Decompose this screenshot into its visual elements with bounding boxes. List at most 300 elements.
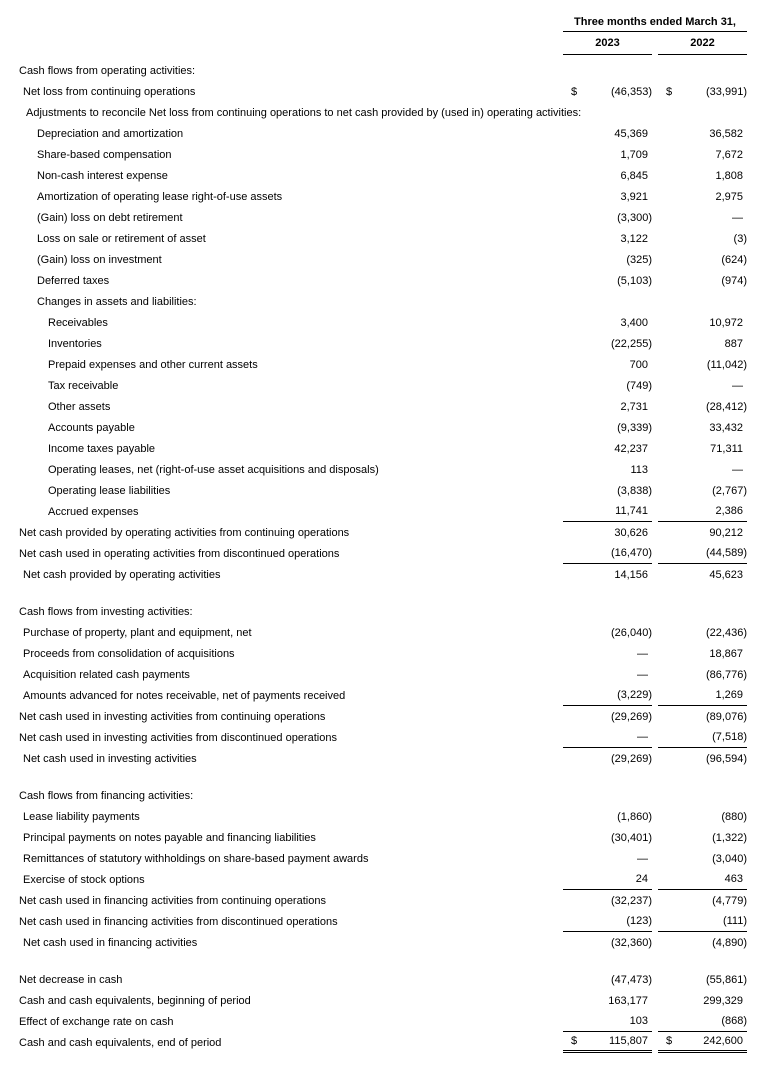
value-cell-2022 [658,417,747,438]
table-row [0,848,770,869]
table-row [0,396,770,417]
value-2023: (9,339) [617,421,652,434]
table-row [0,664,770,685]
value-cell-2023 [563,827,652,848]
right-margin [747,706,770,727]
right-margin [747,1032,770,1053]
right-margin [747,375,770,396]
value-cell-2022 [658,144,747,165]
value-2023: 3,400 [620,316,648,329]
value-cell-2023 [563,785,652,806]
value-2023: — [637,668,648,681]
table-row [0,207,770,228]
row-label: Net cash used in financing activities from continuing operations [19,894,326,907]
value-2022: (624) [721,253,747,266]
row-label: Remittances of statutory withholdings on share-based payment awards [23,852,369,865]
right-margin [747,207,770,228]
row-label: Proceeds from consolidation of acquisitions [23,647,235,660]
value-2023: (3,838) [617,484,652,497]
section-header-row [0,291,770,312]
value-cell-2023 [563,333,652,354]
table-row [0,1011,770,1032]
row-label: Prepaid expenses and other current assets [48,358,258,371]
value-cell-2023 [563,1011,652,1032]
value-2022: — [732,463,743,476]
value-cell-2022 [658,748,747,769]
value-cell-2023 [563,312,652,333]
value-2023: 2,731 [620,400,648,413]
value-2022: (22,436) [706,626,747,639]
table-row [0,890,770,911]
value-cell-2023 [563,990,652,1011]
currency-symbol-2022: $ [666,1035,673,1047]
value-cell-2022 [658,228,747,249]
value-cell-2022 [658,911,747,932]
section-header-row [0,785,770,806]
table-row [0,990,770,1011]
value-2023: 103 [629,1015,648,1027]
table-row [0,911,770,932]
value-2023: 45,369 [614,127,648,140]
value-cell-2022 [658,564,747,585]
currency-symbol-2023: $ [571,1035,578,1047]
statement-rows [0,60,770,1053]
value-cell-2023 [563,438,652,459]
value-cell-2023 [563,144,652,165]
value-cell-2023 [563,81,652,102]
value-2023: 30,626 [614,526,648,539]
value-2023: 3,122 [620,232,648,245]
row-label: Operating lease liabilities [48,484,171,497]
row-label: Cash and cash equivalents, beginning of period [19,994,251,1007]
value-2023: (3,229) [617,689,652,701]
row-label: Accrued expenses [48,505,139,518]
section-spacer [0,953,770,969]
value-cell-2022 [658,706,747,727]
value-2023: (26,040) [611,626,652,639]
right-margin [747,806,770,827]
right-margin [747,785,770,806]
value-cell-2022 [658,969,747,990]
value-2022: — [732,379,743,392]
value-cell-2022 [658,622,747,643]
table-row [0,333,770,354]
value-cell-2023 [563,522,652,543]
right-margin [747,438,770,459]
value-cell-2023 [563,664,652,685]
right-margin [747,848,770,869]
value-cell-2022 [658,438,747,459]
value-cell-2023 [563,291,652,312]
value-2023: (5,103) [617,274,652,287]
value-cell-2023 [563,969,652,990]
table-row [0,249,770,270]
right-margin [747,186,770,207]
table-row [0,144,770,165]
value-2022: 2,386 [715,505,743,517]
value-cell-2022 [658,312,747,333]
value-2022: 887 [724,337,743,350]
row-label: Cash flows from investing activities: [19,605,193,618]
value-cell-2023 [563,375,652,396]
row-label: Net cash used in operating activities from discontinued operations [19,547,340,560]
section-spacer [0,585,770,601]
row-label: (Gain) loss on investment [37,253,162,266]
table-row [0,375,770,396]
table-row [0,643,770,664]
table-row [0,827,770,848]
right-margin [747,969,770,990]
value-2022: (4,779) [712,894,747,907]
value-2022: 18,867 [709,647,743,660]
section-header-row [0,60,770,81]
value-cell-2023 [563,848,652,869]
row-label: Exercise of stock options [23,873,145,886]
value-2022: (11,042) [706,358,747,371]
value-2023: 113 [630,463,648,476]
table-row [0,869,770,890]
value-2023: (22,255) [611,337,652,350]
value-cell-2022 [668,102,749,123]
section-header-row [0,601,770,622]
table-row [0,727,770,748]
value-cell-2023 [563,643,652,664]
value-cell-2023 [563,890,652,911]
row-label: Cash and cash equivalents, end of period [19,1036,222,1049]
row-label: Tax receivable [48,379,119,392]
value-2023: 3,921 [620,190,648,203]
value-cell-2022 [658,480,747,501]
row-label: Net cash provided by operating activities from continuing operations [19,526,350,539]
value-cell-2023 [563,396,652,417]
value-2023: — [637,647,648,660]
table-row [0,354,770,375]
row-label: Receivables [48,316,108,329]
right-margin [747,291,770,312]
value-cell-2023 [563,165,652,186]
value-2022: 463 [724,873,743,885]
row-label: Changes in assets and liabilities: [37,295,197,308]
value-2023: 700 [629,358,648,371]
row-label: Loss on sale or retirement of asset [37,232,206,245]
value-2023: (29,269) [611,752,652,765]
value-cell-2023 [563,806,652,827]
value-2023: (123) [626,915,652,927]
value-2022: (96,594) [706,752,747,765]
table-row [0,622,770,643]
value-cell-2023 [563,911,652,932]
value-2022: 45,623 [709,568,743,581]
value-2023: 163,177 [608,994,648,1007]
value-cell-2022 [658,727,747,748]
value-cell-2022 [658,785,747,806]
row-label: Lease liability payments [23,810,140,823]
value-2023: (16,470) [611,547,652,559]
value-cell-2022 [658,543,747,564]
right-margin [747,501,770,522]
right-margin [747,643,770,664]
value-cell-2022 [658,81,747,102]
value-2022: 1,808 [715,169,743,182]
right-margin [749,102,770,123]
value-cell-2023 [563,228,652,249]
value-cell-2022 [658,60,747,81]
year-header-2023: 2023 [563,32,652,55]
value-2023: 1,709 [620,148,648,161]
value-cell-2023 [563,543,652,564]
row-label: Non-cash interest expense [37,169,168,182]
value-2022: (2,767) [712,484,747,497]
right-margin [747,543,770,564]
table-row [0,228,770,249]
row-label: Net cash provided by operating activities [23,568,221,581]
value-2023: (3,300) [617,211,652,224]
value-2022: 71,311 [710,442,743,455]
value-cell-2023 [563,727,652,748]
table-row [0,543,770,564]
table-row [0,165,770,186]
table-row [0,969,770,990]
table-row [0,1032,770,1053]
row-label: Net decrease in cash [19,973,123,986]
value-cell-2023 [563,354,652,375]
value-2023: (32,360) [611,936,652,949]
value-cell-2022 [658,990,747,1011]
row-label: Effect of exchange rate on cash [19,1015,174,1028]
table-row [0,186,770,207]
row-label: Purchase of property, plant and equipment, net [23,626,252,639]
value-2023: 11,741 [615,505,648,517]
value-cell-2023 [581,102,662,123]
row-label: Share-based compensation [37,148,172,161]
row-label: Net cash used in financing activities [23,936,198,949]
value-cell-2023 [563,417,652,438]
value-cell-2023 [563,60,652,81]
value-2023: — [637,731,648,743]
table-row [0,564,770,585]
value-cell-2023 [563,869,652,890]
value-2022: 299,329 [703,994,743,1007]
value-cell-2023 [563,186,652,207]
table-row [0,417,770,438]
value-cell-2023 [563,932,652,953]
table-row [0,459,770,480]
value-cell-2023 [563,1032,652,1053]
value-2023: (32,237) [611,894,652,907]
value-2022: (1,322) [712,831,747,844]
value-cell-2022 [658,249,747,270]
value-2022: — [732,211,743,224]
table-row [0,932,770,953]
right-margin [747,144,770,165]
value-2022: 1,269 [715,689,743,701]
right-margin [747,123,770,144]
value-2022: (44,589) [706,547,747,559]
table-row [0,270,770,291]
value-cell-2022 [658,501,747,522]
value-cell-2023 [563,501,652,522]
row-label: Adjustments to reconcile Net loss from continuing operations to net cash provided by (used in) operating activities: [26,106,582,119]
row-label: Net cash used in investing activities from continuing operations [19,710,326,723]
right-margin [747,354,770,375]
value-2022: 33,432 [709,421,743,434]
value-2023: (30,401) [611,831,652,844]
right-margin [747,601,770,622]
right-margin [747,312,770,333]
value-2022: (4,890) [712,936,747,949]
table-header [0,13,770,55]
table-row [0,123,770,144]
value-2022: 36,582 [709,127,743,140]
value-2022: (7,518) [712,731,747,743]
value-cell-2022 [658,848,747,869]
row-label: Depreciation and amortization [37,127,184,140]
right-margin [747,685,770,706]
row-label: Operating leases, net (right-of-use asset acquisitions and disposals) [48,463,379,476]
right-margin [747,911,770,932]
value-cell-2023 [563,207,652,228]
value-2022: 242,600 [703,1035,743,1047]
value-cell-2022 [658,123,747,144]
value-cell-2022 [658,333,747,354]
value-2023: (29,269) [611,710,652,723]
right-margin [747,333,770,354]
value-cell-2022 [658,1011,747,1032]
row-label: Accounts payable [48,421,135,434]
value-2022: (868) [721,1015,747,1027]
section-spacer [0,769,770,785]
value-cell-2022 [658,165,747,186]
value-cell-2023 [563,249,652,270]
value-cell-2022 [658,1032,747,1053]
period-header: Three months ended March 31, [563,16,747,32]
right-margin [747,165,770,186]
value-2023: 42,237 [614,442,648,455]
right-margin [747,522,770,543]
value-2022: 7,672 [715,148,743,161]
right-margin [747,459,770,480]
row-label: Other assets [48,400,111,413]
value-cell-2023 [563,601,652,622]
row-label: Deferred taxes [37,274,110,287]
table-row [0,480,770,501]
table-row [0,748,770,769]
row-label: Amounts advanced for notes receivable, net of payments received [23,689,346,702]
value-cell-2022 [658,869,747,890]
value-cell-2022 [658,459,747,480]
right-margin [747,270,770,291]
value-cell-2023 [563,622,652,643]
row-label: Acquisition related cash payments [23,668,190,681]
value-cell-2022 [658,932,747,953]
value-cell-2022 [658,643,747,664]
value-2022: 90,212 [709,526,743,539]
table-row [0,685,770,706]
row-label: Cash flows from financing activities: [19,789,194,802]
right-margin [747,1011,770,1032]
value-cell-2023 [563,270,652,291]
value-cell-2022 [658,186,747,207]
right-margin [747,480,770,501]
right-margin [747,81,770,102]
value-cell-2022 [658,806,747,827]
value-2022: (974) [721,274,747,287]
value-cell-2022 [658,375,747,396]
value-2022: (55,861) [706,973,747,986]
value-cell-2022 [658,890,747,911]
right-margin [747,748,770,769]
right-margin [747,249,770,270]
value-cell-2022 [658,664,747,685]
right-margin [747,990,770,1011]
value-2023: — [637,852,648,865]
value-2022: (33,991) [706,85,747,98]
value-2023: 14,156 [614,568,648,581]
table-row [0,312,770,333]
table-row [0,806,770,827]
value-cell-2023 [563,564,652,585]
value-cell-2022 [658,291,747,312]
table-row [0,706,770,727]
year-header-row [0,32,770,55]
value-cell-2023 [563,706,652,727]
value-2022: (3,040) [712,852,747,865]
row-label: Principal payments on notes payable and financing liabilities [23,831,316,844]
value-cell-2022 [658,685,747,706]
value-2023: (47,473) [611,973,652,986]
period-header-row [0,13,770,32]
currency-symbol-2023: $ [571,85,578,98]
value-2022: (86,776) [706,668,747,681]
value-2022: (89,076) [706,710,747,723]
value-cell-2022 [658,270,747,291]
right-margin [747,564,770,585]
table-row [0,81,770,102]
right-margin [747,664,770,685]
value-cell-2022 [658,354,747,375]
row-label: Net cash used in financing activities from discontinued operations [19,915,338,928]
row-label: Inventories [48,337,102,350]
row-label: Net loss from continuing operations [23,85,196,98]
right-margin [747,228,770,249]
section-header-row [0,102,770,123]
value-2022: (111) [722,915,747,927]
right-margin [747,396,770,417]
value-cell-2023 [563,123,652,144]
value-2023: (1,860) [617,810,652,823]
value-cell-2022 [658,207,747,228]
row-label: Amortization of operating lease right-of-use assets [37,190,283,203]
value-cell-2022 [658,522,747,543]
value-2022: (3) [733,232,747,245]
right-margin [747,869,770,890]
currency-symbol-2022: $ [666,85,673,98]
right-margin [747,727,770,748]
value-cell-2023 [563,748,652,769]
value-cell-2023 [563,685,652,706]
value-cell-2023 [563,459,652,480]
right-margin [747,622,770,643]
value-cell-2022 [658,396,747,417]
value-2022: 10,972 [709,316,743,329]
right-margin [747,60,770,81]
right-margin [747,827,770,848]
table-row [0,522,770,543]
value-2023: (749) [626,379,652,392]
table-row [0,438,770,459]
row-label: Cash flows from operating activities: [19,64,196,77]
year-header-2022: 2022 [658,32,747,55]
